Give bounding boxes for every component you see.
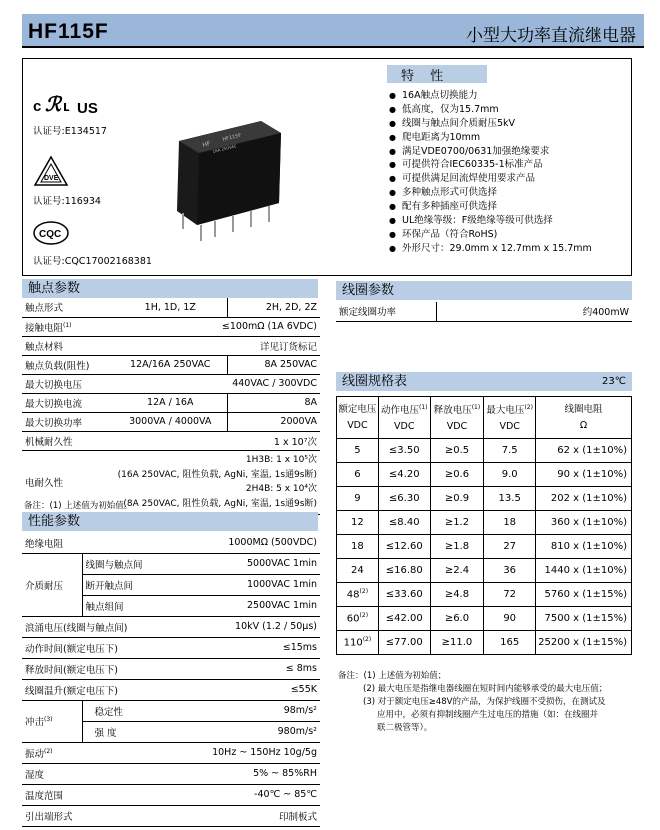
features-title: 特 性 (387, 65, 487, 83)
param-label: 最大切换电压 (22, 374, 114, 393)
param-value: 1 x 10⁷次 (114, 431, 320, 450)
features-list (389, 89, 592, 256)
param-value: 440VAC / 300VDC (114, 374, 320, 393)
contact-params-table (22, 298, 320, 515)
feature-item: ● 满足VDE0700/0631加强绝缘要求 (389, 145, 592, 159)
table-row (337, 583, 632, 607)
param-label: 释放时间(额定电压下) (22, 658, 166, 679)
table-cell: 90 (484, 607, 536, 631)
param-label: 介质耐压 (22, 553, 82, 616)
param-sublabel: 触点组间 (82, 595, 166, 616)
table-row (337, 439, 632, 463)
param-value: 980m/s² (166, 721, 320, 742)
svg-text:DVE: DVE (44, 175, 59, 182)
param-label: 振动$^{(2)}$ (22, 742, 166, 763)
table-row (22, 431, 320, 450)
table-cell: ≤8.40 (378, 511, 430, 535)
param-label: 绝缘电阻 (22, 533, 166, 553)
param-value: 12A/16A 250VAC (114, 355, 227, 374)
table-cell: ≤16.80 (378, 559, 430, 583)
feature-box (22, 58, 632, 276)
svg-text:CQC: CQC (39, 229, 62, 240)
param-value: 印制板式 (166, 805, 320, 826)
param-sublabel: 稳定性 (82, 700, 166, 721)
table-cell: 5 (337, 439, 379, 463)
table-cell: 6 (337, 463, 379, 487)
svg-text:ℛ: ℛ (45, 94, 61, 116)
performance-params-title: 性能参数 (22, 512, 318, 531)
table-cell: 7500 x (1±15%) (536, 607, 632, 631)
table-cell: ≤12.60 (378, 535, 430, 559)
param-label: 温度范围 (22, 784, 166, 805)
table-cell: ≥2.4 (430, 559, 484, 583)
table-row (22, 298, 320, 317)
table-cell: ≤3.50 (378, 439, 430, 463)
param-value: 98m/s² (166, 700, 320, 721)
table-cell: ≥1.8 (430, 535, 484, 559)
param-label: 引出端形式 (22, 805, 166, 826)
param-label: 触点形式 (22, 298, 114, 317)
feature-item: ● 爬电距离为10mm (389, 131, 592, 145)
relay-spec-mark: 16A 250VAC (212, 143, 238, 154)
table-cell: 62 x (1±10%) (536, 439, 632, 463)
table-cell: 25200 x (1±15%) (536, 631, 632, 655)
param-label: 浪涌电压(线圈与触点间) (22, 616, 166, 637)
contact-note: 备注：(1) 上述值为初始值。 (24, 501, 133, 511)
feature-item: ● UL绝缘等级：F级绝缘等级可供选择 (389, 214, 592, 228)
feature-item: ● 可提供符合IEC60335-1标准产品 (389, 158, 592, 172)
param-value: 2500VAC 1min (166, 595, 320, 616)
param-value: 8A 250VAC (227, 355, 320, 374)
table-cell: ≥6.0 (430, 607, 484, 631)
table-cell: ≥1.2 (430, 511, 484, 535)
param-value: 2H, 2D, 2Z (227, 298, 320, 317)
table-row (22, 393, 320, 412)
param-value: 3000VA / 4000VA (114, 412, 227, 431)
feature-item: ● 环保产品（符合RoHS) (389, 228, 592, 242)
param-value: 10Hz ~ 150Hz 10g/5g (166, 742, 320, 763)
table-row (22, 553, 320, 574)
note-line: 联二极管等）。 (377, 723, 433, 733)
table-cell: 48$^{(2)}$ (337, 583, 379, 607)
table-row (22, 336, 320, 355)
param-value: -40℃ ~ 85℃ (166, 784, 320, 805)
contact-params-title: 触点参数 (22, 279, 318, 298)
table-cell: ≤4.20 (378, 463, 430, 487)
column-header: 动作电压$^{(1)}$ VDC (378, 397, 430, 439)
param-value: 5000VAC 1min (166, 553, 320, 574)
param-label: 电耐久性 (22, 450, 114, 514)
feature-item: ● 16A触点切换能力 (389, 89, 592, 103)
note-line: 应用中，必须有抑制线圈产生过电压的措施（如：在线圈并 (377, 710, 599, 720)
table-row (22, 763, 320, 784)
feature-item: ● 可提供满足回流焊使用要求产品 (389, 172, 592, 186)
param-value: 12A / 16A (114, 393, 227, 412)
cqc-cert-number: 认证号:CQC17002168381 (33, 256, 152, 267)
table-row (22, 616, 320, 637)
param-sublabel: 强 度 (82, 721, 166, 742)
param-label: 冲击$^{(3)}$ (22, 700, 82, 742)
table-cell: 360 x (1±10%) (536, 511, 632, 535)
table-cell: ≥0.9 (430, 487, 484, 511)
table-cell: ≥4.8 (430, 583, 484, 607)
electrical-endurance-value: 1H3B: 1 x 10⁵次 (16A 250VAC, 阻性负载, AgNi, 室温, 1s通9s断) 2H4B: 5 x 10⁴次 (8A 250VAC, 阻性负载, AgNi, 室温, 1s通9s断) (114, 450, 320, 514)
table-cell: 202 x (1±10%) (536, 487, 632, 511)
table-cell: 60$^{(2)}$ (337, 607, 379, 631)
table-row (22, 374, 320, 393)
table-cell: 18 (337, 535, 379, 559)
table-cell: 18 (484, 511, 536, 535)
performance-params-table (22, 533, 320, 827)
param-value: ≤ 8ms (166, 658, 320, 679)
table-row (337, 487, 632, 511)
table-cell: ≥0.5 (430, 439, 484, 463)
param-value: 约400mW (436, 302, 632, 321)
table-cell: ≥11.0 (430, 631, 484, 655)
table-cell: 9.0 (484, 463, 536, 487)
param-value: 10kV (1.2 / 50μs) (166, 616, 320, 637)
table-row (22, 805, 320, 826)
vde-logo-icon (33, 155, 69, 187)
table-cell: 9 (337, 487, 379, 511)
coil-spec-temperature: 23℃ (602, 376, 626, 387)
table-row (337, 607, 632, 631)
table-cell: 36 (484, 559, 536, 583)
table-row (337, 535, 632, 559)
table-cell: 24 (337, 559, 379, 583)
coil-spec-table (336, 396, 632, 655)
feature-item: ● 多种触点形式可供选择 (389, 186, 592, 200)
table-cell: 12 (337, 511, 379, 535)
param-label: 动作时间(额定电压下) (22, 637, 166, 658)
cqc-logo-icon (33, 221, 69, 245)
feature-item: ● 线圈与触点间介质耐压5kV (389, 117, 592, 131)
param-label: 湿度 (22, 763, 166, 784)
table-row (22, 742, 320, 763)
feature-item: ● 外形尺寸：29.0mm x 12.7mm x 15.7mm (389, 242, 592, 256)
param-value: ≤15ms (166, 637, 320, 658)
coil-spec-title: 线圈规格表 23℃ (336, 372, 632, 391)
table-row (22, 317, 320, 336)
param-label: 接触电阻$^{(1)}$ (22, 317, 114, 336)
param-value: 详见订货标记 (114, 336, 320, 355)
param-label: 线圈温升(额定电压下) (22, 679, 166, 700)
param-value: 5% ~ 85%RH (166, 763, 320, 784)
svg-text:c: c (33, 98, 42, 115)
param-value: ≤100mΩ (1A 6VDC) (114, 317, 320, 336)
note-line: (2) 最大电压是指继电器线圈在短时间内能够承受的最大电压值； (363, 684, 608, 694)
param-value: 8A (227, 393, 320, 412)
param-sublabel: 断开触点间 (82, 574, 166, 595)
coil-notes (338, 670, 632, 735)
table-row (337, 511, 632, 535)
table-row (337, 463, 632, 487)
table-row (337, 631, 632, 655)
feature-item: ● 低高度，仅为15.7mm (389, 103, 592, 117)
param-label: 触点材料 (22, 336, 114, 355)
param-label: 最大切换电流 (22, 393, 114, 412)
coil-params-table (336, 302, 632, 322)
table-cell: 810 x (1±10%) (536, 535, 632, 559)
feature-item: ● 配有多种插座可供选择 (389, 200, 592, 214)
table-header-row (337, 397, 632, 439)
table-cell: ≤33.60 (378, 583, 430, 607)
table-row (22, 679, 320, 700)
table-cell: 27 (484, 535, 536, 559)
table-cell: 5760 x (1±15%) (536, 583, 632, 607)
param-sublabel: 线圈与触点间 (82, 553, 166, 574)
ul-logo-icon (33, 91, 113, 117)
table-row (22, 658, 320, 679)
param-label: 机械耐久性 (22, 431, 114, 450)
svg-text:ʟ: ʟ (63, 98, 70, 115)
table-cell: 1440 x (1±10%) (536, 559, 632, 583)
table-row (22, 533, 320, 553)
header-bar (22, 14, 644, 48)
table-cell: 90 x (1±10%) (536, 463, 632, 487)
table-cell: 7.5 (484, 439, 536, 463)
note-line: (3) 对于额定电压≥48V的产品，为保护线圈不受损伤，在测试及 (363, 697, 606, 707)
param-value: ≤55K (166, 679, 320, 700)
ul-cert-number: 认证号:E134517 (33, 126, 107, 137)
table-cell: ≤77.00 (378, 631, 430, 655)
table-cell: ≥0.6 (430, 463, 484, 487)
relay-model-mark: HF115F (222, 132, 242, 143)
table-row (22, 637, 320, 658)
table-cell: ≤42.00 (378, 607, 430, 631)
table-cell: ≤6.30 (378, 487, 430, 511)
param-label: 触点负载(阻性) (22, 355, 114, 374)
table-row (336, 302, 632, 321)
model-name: HF115F (28, 20, 109, 43)
param-label: 最大切换功率 (22, 412, 114, 431)
table-row (22, 355, 320, 374)
table-cell: 165 (484, 631, 536, 655)
note-line: 备注：(1) 上述值为初始值； (338, 671, 447, 681)
column-header: 最大电压$^{(2)}$ VDC (484, 397, 536, 439)
product-title: 小型大功率直流继电器 (466, 26, 636, 46)
param-value: 1H, 1D, 1Z (114, 298, 227, 317)
param-value: 1000MΩ (500VDC) (166, 533, 320, 553)
relay-brand-mark: HF (201, 140, 212, 149)
table-row (22, 784, 320, 805)
table-cell: 110$^{(2)}$ (337, 631, 379, 655)
table-cell: 72 (484, 583, 536, 607)
column-header: 额定电压 VDC (337, 397, 379, 439)
table-cell: 13.5 (484, 487, 536, 511)
svg-text:US: US (77, 100, 98, 117)
table-row (22, 412, 320, 431)
coil-params-title: 线圈参数 (336, 281, 632, 300)
table-row (337, 559, 632, 583)
column-header: 线圈电阻 Ω (536, 397, 632, 439)
param-value: 2000VA (227, 412, 320, 431)
param-label: 额定线圈功率 (336, 302, 436, 321)
table-row (22, 700, 320, 721)
param-value: 1000VAC 1min (166, 574, 320, 595)
relay-photo (173, 111, 283, 251)
vde-cert-number: 认证号:116934 (33, 196, 101, 207)
column-header: 释放电压$^{(1)}$ VDC (430, 397, 484, 439)
